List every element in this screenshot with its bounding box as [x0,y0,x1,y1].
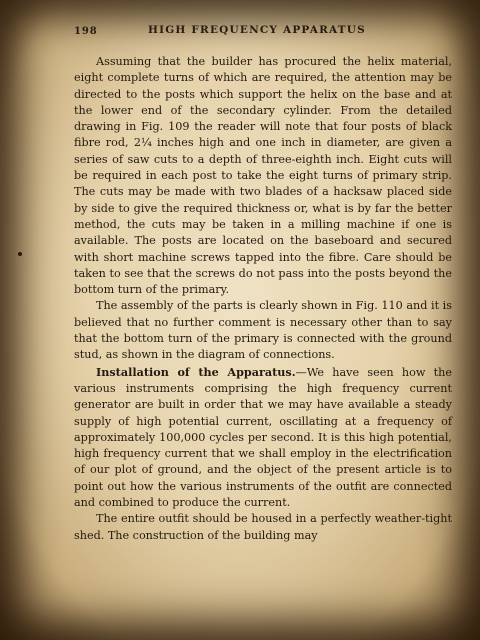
section-heading: Installation of the Apparatus. [96,364,296,379]
margin-dot [18,252,22,256]
body-text [74,54,452,544]
running-title: HIGH FREQUENCY APPARATUS [148,24,366,36]
page-number: 198 [74,26,98,37]
section-text: —We have seen how the various instruments comprising the high frequency current generator are built in order that we may have available a steady supply of high potential current, oscillating at a frequency of approximately 100,000 cycles per second. It is this high potential, high frequency current that we shall employ in the electrification of our plot of ground, and the object of the present article is to point out how the various instruments of the outfit are connected and combined to produce the current. [74,365,452,510]
paragraph-installation [74,364,452,512]
paragraph-housing: The entire outfit should be housed in a perfectly weather-tight shed. The construction of the building may [74,512,452,542]
paragraph-posts: Assuming that the builder has procured the helix material, eight complete turns of which are required, the attention may be directed to the posts which support the helix on the base and at the lower end of the secondary cylinder. From the detailed drawing in Fig. 109 the reader will note that four posts of black fibre rod, 2¼ inches high and one inch in diameter, are given a series of saw cuts to a depth of three-eighth inch. Eight cuts will be required in each post to take the eight turns of primary strip. The cuts may be made with two blades of a hacksaw placed side by side to give the required thickness or, what is by far the better method, the cuts may be taken in a milling machine if one is available. The posts are located on the baseboard and secured with short machine screws tapped into the fibre. Care should be taken to see that the screws do not pass into the posts beyond the bottom turn of the primary. [74,55,452,297]
paragraph-assembly: The assembly of the parts is clearly shown in Fig. 110 and it is believed that no further comment is necessary other than to say that the bottom turn of the primary is connected with the ground stud, as shown in the diagram of connections. [74,299,452,362]
